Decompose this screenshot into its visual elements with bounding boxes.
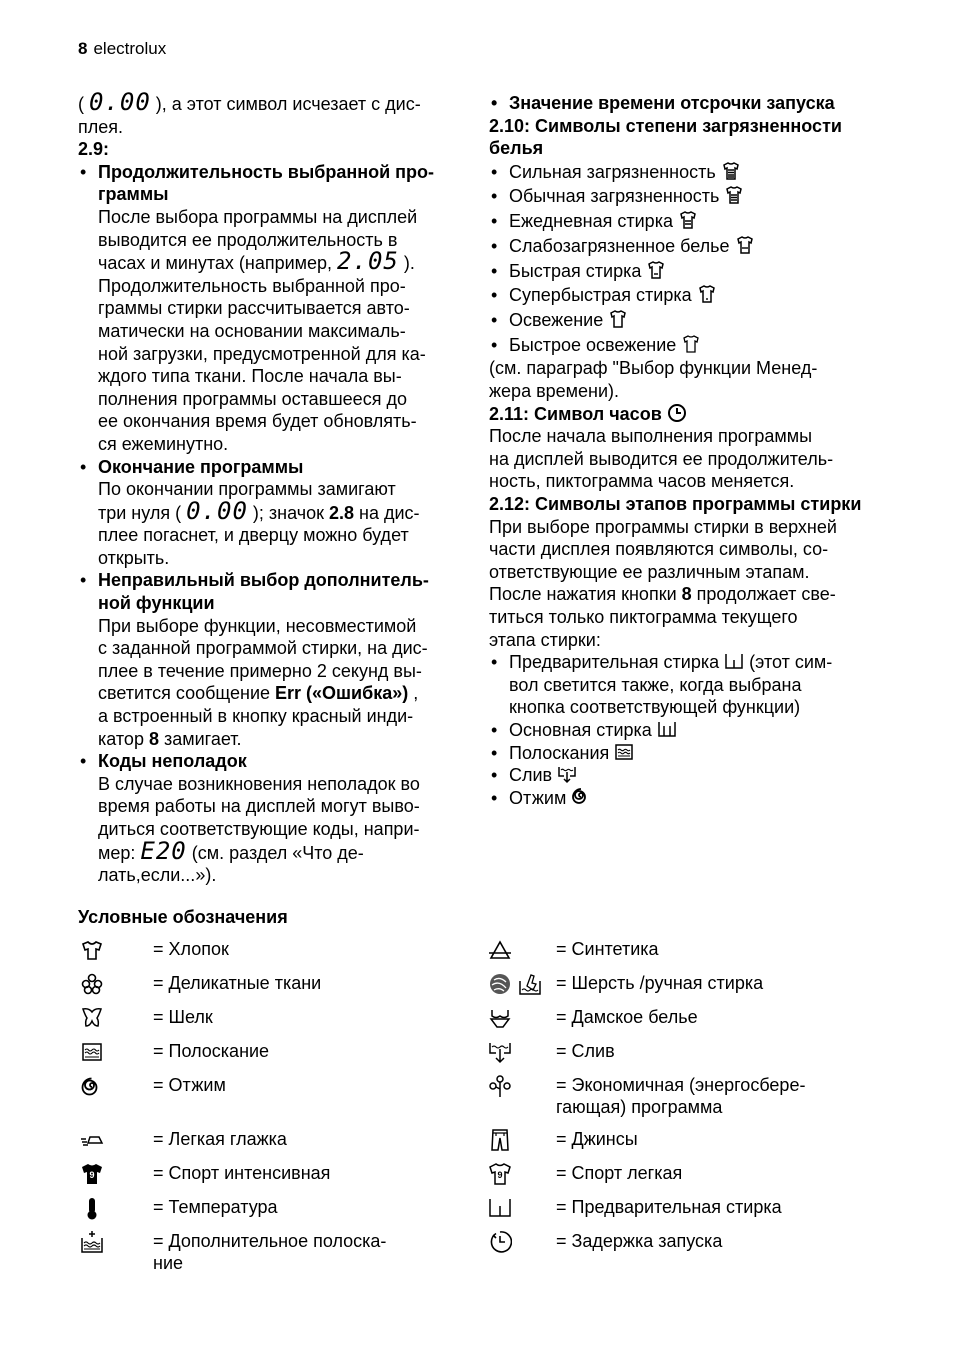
display-duration: 2.05 <box>337 247 399 276</box>
legend-item: 9 = Спорт легкая <box>488 1162 512 1186</box>
quick-wash-icon <box>646 260 666 280</box>
phase-mainwash: • Основная стирка <box>489 719 881 742</box>
normal-soil-icon <box>724 185 744 205</box>
legend-item: = Полоскание <box>80 1040 104 1064</box>
page-header <box>78 38 166 61</box>
sport-intensive-icon <box>80 1162 104 1186</box>
spin-icon <box>571 787 591 807</box>
mainwash-icon <box>657 719 677 739</box>
handwash-icon <box>518 972 542 996</box>
rinse-icon <box>614 742 634 762</box>
prewash-icon <box>488 1196 512 1220</box>
cotton-icon <box>80 938 104 962</box>
legend-item: = Отжим <box>80 1074 104 1098</box>
phase-rinse: • Полоскания <box>489 742 881 765</box>
section-2-9: 2.9: <box>78 139 110 160</box>
legend-item: = Предварительная стирка <box>488 1196 512 1220</box>
legend-item: 9 = Спорт интенсивная <box>80 1162 104 1186</box>
heavy-soil-icon <box>721 161 741 181</box>
easy-iron-icon <box>80 1128 104 1152</box>
legend-item: = Синтетика <box>488 938 512 962</box>
legend-item: = Деликатные ткани <box>80 972 104 996</box>
delay-start-icon <box>488 1230 512 1254</box>
clock-icon <box>667 403 687 423</box>
delay-value-bullet: • Значение времени отсрочки запуска <box>489 92 881 115</box>
delicates-icon <box>80 972 104 996</box>
spin-icon <box>80 1074 104 1098</box>
legend-item: = Экономичная (энергосбере- гающая) программа <box>488 1074 512 1098</box>
super-quick-icon <box>697 284 717 304</box>
phase-spin: • Отжим <box>489 787 881 810</box>
daily-wash-icon <box>678 210 698 230</box>
legend-title: Условные обозначения <box>78 907 288 927</box>
svg-text:9: 9 <box>497 1170 503 1180</box>
legend-item: = Дамское белье <box>488 1006 512 1030</box>
soil-list: • Сильная загрязненность • Обычная загрязненность • Ежедневная стирка • Слабозагрязненное белье • Быстрая стирка • Супербыстрая стирка • Освежение • Быстрое освежение <box>489 160 881 358</box>
item-end-of-program: • Окончание программы По окончании программы замигают три нуля ( 0.00 ); значок 2.8 на дис- плее погаснет, и дверцу можно будет открыть. <box>78 456 466 570</box>
item-error-codes: • Коды неполадок В случае возникновения неполадок во время работы на дисплей могут выво- диться соответствующие коды, напри- мер: E20 (см. раздел «Что де- лать,если...»). <box>78 750 466 887</box>
legend-item: = Температура <box>80 1196 104 1220</box>
light-soil-icon <box>735 235 755 255</box>
legend-item: = Джинсы <box>488 1128 512 1152</box>
left-column: ( 0.00 ), а этот символ исчезает с дис- плея. 2.9: • Продолжительность выбранной про- граммы После выбора программы на дисплей выводится ее продолжительность в часах и минутах (например, 2.05 ). Продолжительность выбранной про- граммы стирки рассчитывается авто- матически на основании максималь- ной загрузки, предусмотренной для ка- ждого типа ткани. После начала вы- полнения программы оставшееся до ее окончания время будет обновлять- ся ежеминутно. • Окончание программы По окончании программы замигают три нуля ( 0.00 ); значок 2.8 на дис- плее погаснет, и дверцу можно будет открыть. • Неправильный выбор дополнитель- ной функции При выборе функции, несовместимой с заданной программой стирки, на дис- плее в течение примерно 2 секунд вы- светится сообщение Err («Ошибка») , а встроенный в кнопку красный инди- катор 8 замигает. • Коды неполадок В случае возникновения неполадок во время работы на дисплей могут выво- диться соответствующие коды, напри- мер: E20 (см. раздел «Что де- лать,если...»). <box>78 92 466 887</box>
intro-line: ( 0.00 ), а этот символ исчезает с дис- <box>78 88 421 116</box>
page-number: 8 <box>78 39 88 58</box>
wool-icon <box>488 972 512 996</box>
brand-name: electrolux <box>93 39 167 58</box>
lingerie-icon <box>488 1006 512 1030</box>
jeans-icon <box>488 1128 512 1152</box>
phase-prewash: • Предварительная стирка (этот сим- вол светится также, когда выбрана кнопка соответствующей функции) <box>489 651 881 719</box>
display-zero-2: 0.00 <box>186 496 248 525</box>
item-wrong-option: • Неправильный выбор дополнитель- ной функции При выборе функции, несовместимой с заданной программой стирки, на дис- плее в течение примерно 2 секунд вы- светится сообщение Err («Ошибка») , а встроенный в кнопку красный инди- катор 8 замигает. <box>78 569 466 750</box>
legend-item: = Слив <box>488 1040 512 1064</box>
legend-item: = Легкая глажка <box>80 1128 104 1152</box>
legend-item: = Задержка запуска <box>488 1230 512 1254</box>
drain-icon <box>488 1040 512 1064</box>
display-error: E20 <box>140 836 187 865</box>
eco-icon <box>488 1074 512 1098</box>
sport-light-icon <box>488 1162 512 1186</box>
quick-refresh-icon <box>681 334 701 354</box>
temperature-icon <box>80 1196 104 1220</box>
legend-item: = Хлопок <box>80 938 104 962</box>
phase-drain: • Слив <box>489 764 881 787</box>
legend-item: = Шерсть /ручная стирка <box>488 972 542 996</box>
svg-text:9: 9 <box>89 1170 95 1180</box>
legend-item: = Дополнительное полоска- ние <box>80 1230 104 1254</box>
silk-icon <box>80 1006 104 1030</box>
right-column: • Значение времени отсрочки запуска 2.10: Символы степени загрязненности белья • Сильная загрязненность • Обычная загрязненность • Ежедневная стирка • Слабозагрязненное белье • Быстрая стирка • Супербыстрая стирка • Освежение • Быстрое освежение (см. параграф "Выбор функции Менед- жера времени). 2.11: Символ часов После начала выполнения программы на дисплей выводится ее продолжитель- ность, пиктограмма часов меняется. 2.12: Символы этапов программы стирки При выборе программы стирки в верхней части дисплея появляются символы, со- ответствующие ее различным этапам. После нажатия кнопки 8 продолжает све- титься только пиктограмма текущего этапа стирки: • Предварительная стирка (этот сим- вол светится также, когда выбрана кнопка соответствующей функции) • Основная стирка • Полоскания • Слив • Отжим <box>489 92 881 809</box>
synthetics-icon <box>488 938 512 962</box>
prewash-icon <box>724 651 744 671</box>
display-zero: 0.00 <box>89 88 151 116</box>
extra-rinse-icon <box>80 1230 104 1254</box>
legend-item: = Шелк <box>80 1006 104 1030</box>
rinse-icon <box>80 1040 104 1064</box>
refresh-icon <box>608 309 628 329</box>
drain-icon <box>557 764 577 784</box>
item-duration: • Продолжительность выбранной про- граммы После выбора программы на дисплей выводится ее продолжительность в часах и минутах (например, 2.05 ). Продолжительность выбранной про- граммы стирки рассчитывается авто- матически на основании максималь- ной загрузки, предусмотренной для ка- ждого типа ткани. После начала вы- полнения программы оставшееся до ее окончания время будет обновлять- ся ежеминутно. <box>78 161 466 456</box>
